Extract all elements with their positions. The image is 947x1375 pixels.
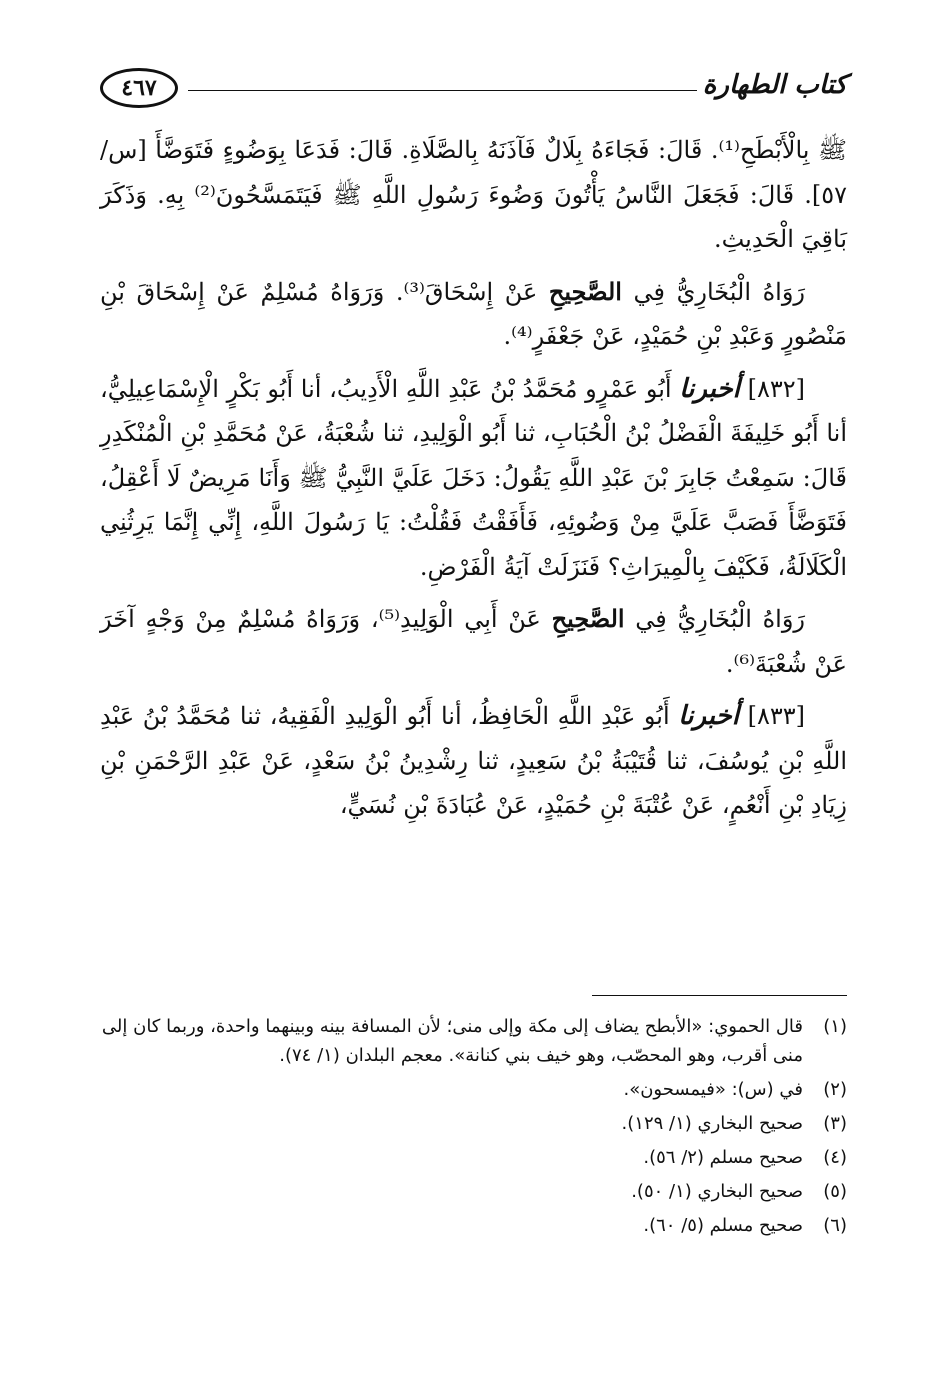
paragraph-2 [100, 270, 847, 359]
footnote-text: صحيح مسلم (٥/ ٦٠). [643, 1215, 803, 1236]
page-number: ٤٦٧ [100, 68, 178, 108]
footnote-text: صحيح مسلم (٢/ ٥٦). [643, 1147, 803, 1168]
footnote [100, 1109, 847, 1138]
hadith-833 [100, 694, 847, 828]
footnote-text: صحيح البخاري (١/ ٥٠). [631, 1181, 803, 1202]
akhbarana-keyword: أخبرنا [679, 373, 740, 404]
footnote-text: في (س): «فيمسحون». [623, 1079, 803, 1100]
footnote [100, 1211, 847, 1240]
footnote-text: صحيح البخاري (١/ ١٢٩). [621, 1113, 803, 1134]
footnote-text: قال الحموي: «الأبطح يضاف إلى مكة وإلى منى؛ لأن المسافة بينه وبينهما واحدة، وربما كان إلى منى أقرب، وهو المحصّب، وهو خيف بني كنانة». معجم البلدان (١/ ٧٤). [101, 1016, 803, 1066]
footnote-number: (١) [823, 1016, 847, 1037]
page-header [100, 66, 847, 126]
footnote [100, 1177, 847, 1206]
footnote-number: (٥) [823, 1181, 847, 1202]
hadith-832 [100, 367, 847, 590]
sahih-keyword: الصَّحِيحِ [548, 276, 622, 306]
hadith-text: أَبُو عَمْرٍو مُحَمَّدُ بْنُ عَبْدِ اللَّهِ الْأَدِيبُ، أنا أَبُو بَكْرٍ الْإِسْمَاعِيلِيُّ، أنا أَبُو خَلِيفَةَ الْفَضْلُ بْنُ الْحُبَابِ، ثنا أَبُو الْوَلِيدِ، ثنا شُعْبَةُ، عَنْ مُحَمَّدِ بْنِ الْمُنْكَدِرِ قَالَ: سَمِعْتُ جَابِرَ بْنَ عَبْدِ اللَّهِ يَقُولُ: دَخَلَ عَلَيَّ النَّبِيُّ ﷺ وَأَنَا مَرِيضٌ لَا أَعْقِلُ، فَتَوَضَّأَ فَصَبَّ عَلَيَّ مِنْ وَضُوئِهِ، فَأَفَقْتُ فَقُلْتُ: يَا رَسُولَ اللَّهِ، إِنِّي إِنَّمَا يَرِثُنِي الْكَلَالَةُ، فَكَيْفَ بِالْمِيرَاثِ؟ فَنَزَلَتْ آيَةُ الْفَرْضِ. [100, 374, 847, 581]
footnote-number: (٣) [823, 1113, 847, 1134]
footnote-separator [592, 995, 847, 996]
footnote [100, 1143, 847, 1172]
paragraph-3 [100, 597, 847, 686]
paragraph-3-end: عَنْ أَبِي الْوَلِيدِ⁽⁵⁾، وَرَوَاهُ مُسْلِمٌ مِنْ وَجْهٍ آخَرَ عَنْ شُعْبَةَ⁽⁶⁾. [100, 605, 847, 678]
book-title: كتاب الطهارة [702, 70, 847, 100]
footnote-number: (٦) [823, 1215, 847, 1236]
hadith-number: [٨٣٣] [747, 702, 805, 730]
hadith-text: أَبُو عَبْدِ اللَّهِ الْحَافِظُ، أنا أَبُو الْوَلِيدِ الْفَقِيهُ، ثنا مُحَمَّدُ بْنُ عَبْدِ اللَّهِ بْنِ يُوسُفَ، ثنا قُتَيْبَةُ بْنُ سَعِيدٍ، ثنا رِشْدِينُ بْنُ سَعْدٍ، عَنْ عَبْدِ الرَّحْمَنِ بْنِ زِيَادِ بْنِ أَنْعُمٍ، عَنْ عُتْبَةَ بْنِ حُمَيْدٍ، عَنْ عُبَادَةَ بْنِ نُسَيٍّ، [100, 702, 847, 819]
paragraph-2-end: عَنْ إِسْحَاقَ⁽³⁾. وَرَوَاهُ مُسْلِمٌ عَنْ إِسْحَاقَ بْنِ مَنْصُورٍ وَعَبْدِ بْنِ حُمَيْدٍ، عَنْ جَعْفَرٍ⁽⁴⁾. [100, 277, 847, 350]
main-text [100, 128, 847, 836]
footnotes [100, 1012, 847, 1245]
akhbarana-keyword: أخبرنا [678, 701, 739, 731]
footnote [100, 1012, 847, 1070]
paragraph-2-start: رَوَاهُ الْبُخَارِيُّ فِي [621, 277, 806, 306]
paragraph-1: ﷺ بِالْأَبْطَحِ⁽¹⁾. قَالَ: فَجَاءَهُ بِلَالٌ فَآذَنَهُ بِالصَّلَاةِ. قَالَ: فَدَعَا بِوَضُوءٍ فَتَوَضَّأَ [س/٥٧]. قَالَ: فَجَعَلَ النَّاسُ يَأْتُونَ وَضُوءَ رَسُولِ اللَّهِ ﷺ فَيَتَمَسَّحُونَ⁽²⁾ بِهِ. وَذَكَرَ بَاقِيَ الْحَدِيثِ. [100, 136, 848, 253]
paragraph-3-start: رَوَاهُ الْبُخَارِيُّ فِي [624, 605, 805, 633]
header-rule [188, 90, 697, 91]
footnote-number: (٤) [823, 1147, 847, 1168]
footnote [100, 1075, 847, 1104]
hadith-number: [٨٣٢] [747, 374, 805, 403]
sahih-keyword: الصَّحِيحِ [551, 604, 625, 633]
footnote-number: (٢) [823, 1079, 847, 1100]
